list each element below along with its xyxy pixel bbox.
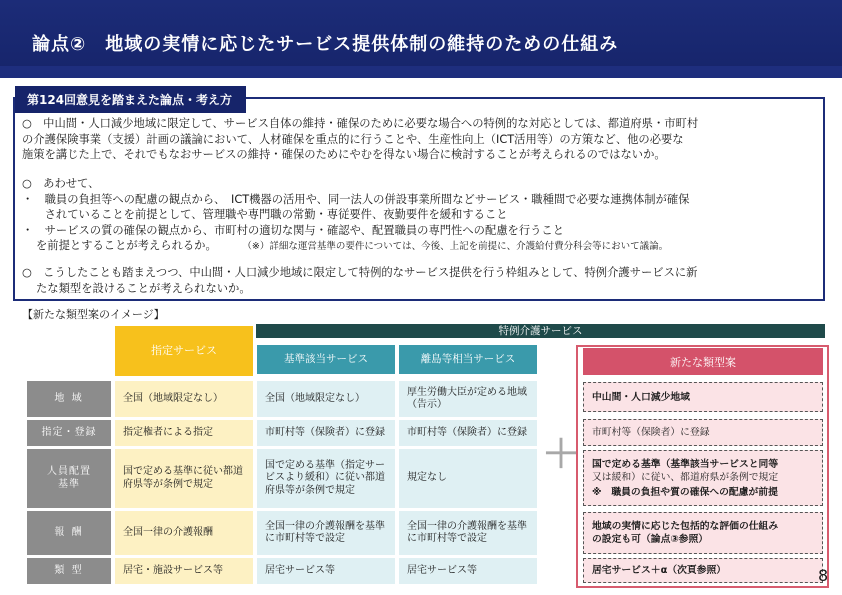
- new-type-fee-line-2: の設定も可（論点③参照）: [592, 534, 709, 545]
- paragraph-2-note: （※）詳細な運営基準の要件については、今後、上記を前提に、介護給付費分科会等において議論。: [242, 241, 669, 252]
- plus-icon: ＋: [542, 432, 581, 476]
- cell-fee-designated: 全国一律の介護報酬: [115, 511, 253, 555]
- paragraph-3-line-2: たな類型を設けることが考えられないか。: [36, 281, 251, 295]
- cell-fee-standard: 全国一律の介護報酬を基準に市町村等で設定: [257, 511, 395, 555]
- paragraph-1-line-2: の介護保険事業（支援）計画の議論において、人材確保を重点的に行うことや、生産性向上（ICT活用等）の方策など、他の必要な: [22, 132, 684, 146]
- cell-staffing-designated: 国で定める基準に従い都道府県等が条例で規定: [115, 449, 253, 508]
- cell-registration-designated: 指定権者による指定: [115, 420, 253, 446]
- new-type-category-text: 居宅サービス＋α（次頁参照）: [592, 565, 727, 576]
- new-type-header: 新たな類型案: [583, 348, 823, 375]
- cell-type-standard: 居宅サービス等: [257, 558, 395, 584]
- row-label-fee: 報 酬: [27, 511, 111, 555]
- new-type-registration-text: 市町村等（保険者）に登録: [592, 427, 710, 438]
- row-label-type: 類 型: [27, 558, 111, 584]
- paragraph-1: [22, 116, 698, 163]
- cell-staffing-standard: 国で定める基準（指定サービスより緩和）に従い都道府県等が条例で規定: [257, 449, 395, 508]
- cell-region-designated: 全国（地域限定なし）: [115, 381, 253, 417]
- header-stripe: [0, 66, 842, 78]
- new-type-registration: [583, 419, 823, 446]
- column-header-remote-island: 離島等相当サービス: [399, 345, 537, 374]
- new-type-staffing-line-2: 又は緩和）に従い、都道府県が条例で規定: [592, 471, 779, 483]
- section-label: 第124回意見を踏まえた論点・考え方: [15, 86, 246, 113]
- new-type-region: [583, 382, 823, 412]
- table-caption: 【新たな類型案のイメージ】: [22, 308, 165, 321]
- new-type-category: [583, 558, 823, 583]
- row-label-staffing: 人員配置基準: [27, 449, 111, 508]
- row-label-registration: 指定・登録: [27, 420, 111, 446]
- header-bar: [0, 0, 842, 78]
- paragraph-2-line-5: [22, 238, 689, 255]
- new-type-fee-line-1: 地域の実情に応じた包括的な評価の仕組み: [592, 521, 779, 532]
- cell-registration-remote-island: 市町村等（保険者）に登録: [399, 420, 537, 446]
- paragraph-2-line-3: されていることを前提として、管理職や専門職の常勤・専従要件、夜勤要件を緩和すること: [22, 208, 508, 221]
- special-service-group-header: 特例介護サービス: [256, 324, 825, 338]
- cell-region-remote-island: 厚生労働大臣が定める地域（告示）: [399, 381, 537, 417]
- cell-registration-standard: 市町村等（保険者）に登録: [257, 420, 395, 446]
- row-label-region: 地 域: [27, 381, 111, 417]
- cell-fee-remote-island: 全国一律の介護報酬を基準に市町村等で設定: [399, 511, 537, 555]
- cell-region-standard: 全国（地域限定なし）: [257, 381, 395, 417]
- column-header-designated: 指定サービス: [115, 326, 253, 376]
- cell-type-designated: 居宅・施設サービス等: [115, 558, 253, 584]
- new-type-region-text: 中山間・人口減少地域: [592, 391, 690, 403]
- cell-staffing-remote-island: 規定なし: [399, 449, 537, 508]
- paragraph-2-line-1: ○ あわせて、: [22, 177, 100, 190]
- column-header-standard: 基準該当サービス: [257, 345, 395, 374]
- paragraph-1-line-1: ○ 中山間・人口減少地域に限定して、サービス自体の維持・確保のために必要な場合への特例的な対応としては、都道府県・市町村: [22, 117, 699, 130]
- new-type-staffing-line-1: 国で定める基準（基準該当サービスと同等: [592, 458, 779, 470]
- paragraph-1-line-3: 施策を講じた上で、それでもなおサービスの維持・確保のためにやむを得ない場合に検討することが考えられるのではないか。: [22, 148, 666, 161]
- paragraph-2: [22, 176, 689, 255]
- cell-type-remote-island: 居宅サービス等: [399, 558, 537, 584]
- paragraph-3-line-1: ○ こうしたことも踏まえつつ、中山間・人口減少地域に限定して特例的なサービス提供を行う枠組みとして、特例介護サービスに新: [22, 266, 698, 279]
- new-type-fee: [583, 512, 823, 554]
- page-number: 8: [818, 566, 829, 585]
- new-type-staffing: [583, 450, 823, 506]
- paragraph-2-line-2: ・ 職員の負担等への配慮の観点から、 ICT機器の活用や、同一法人の併設事業所間などサービス・職種間で必要な連携体制が確保: [22, 192, 690, 206]
- new-type-staffing-note: ※ 職員の負担や質の確保への配慮が前提: [592, 486, 778, 498]
- paragraph-3: [22, 265, 697, 296]
- paragraph-2-line-4: ・ サービスの質の確保の観点から、市町村の適切な関与・確認や、配置職員の専門性への配慮を行うこと: [22, 223, 565, 237]
- paragraph-2-line-5-main: を前提とすることが考えられるか。: [36, 239, 217, 252]
- page-title: 論点② 地域の実情に応じたサービス提供体制の維持のための仕組み: [32, 34, 619, 55]
